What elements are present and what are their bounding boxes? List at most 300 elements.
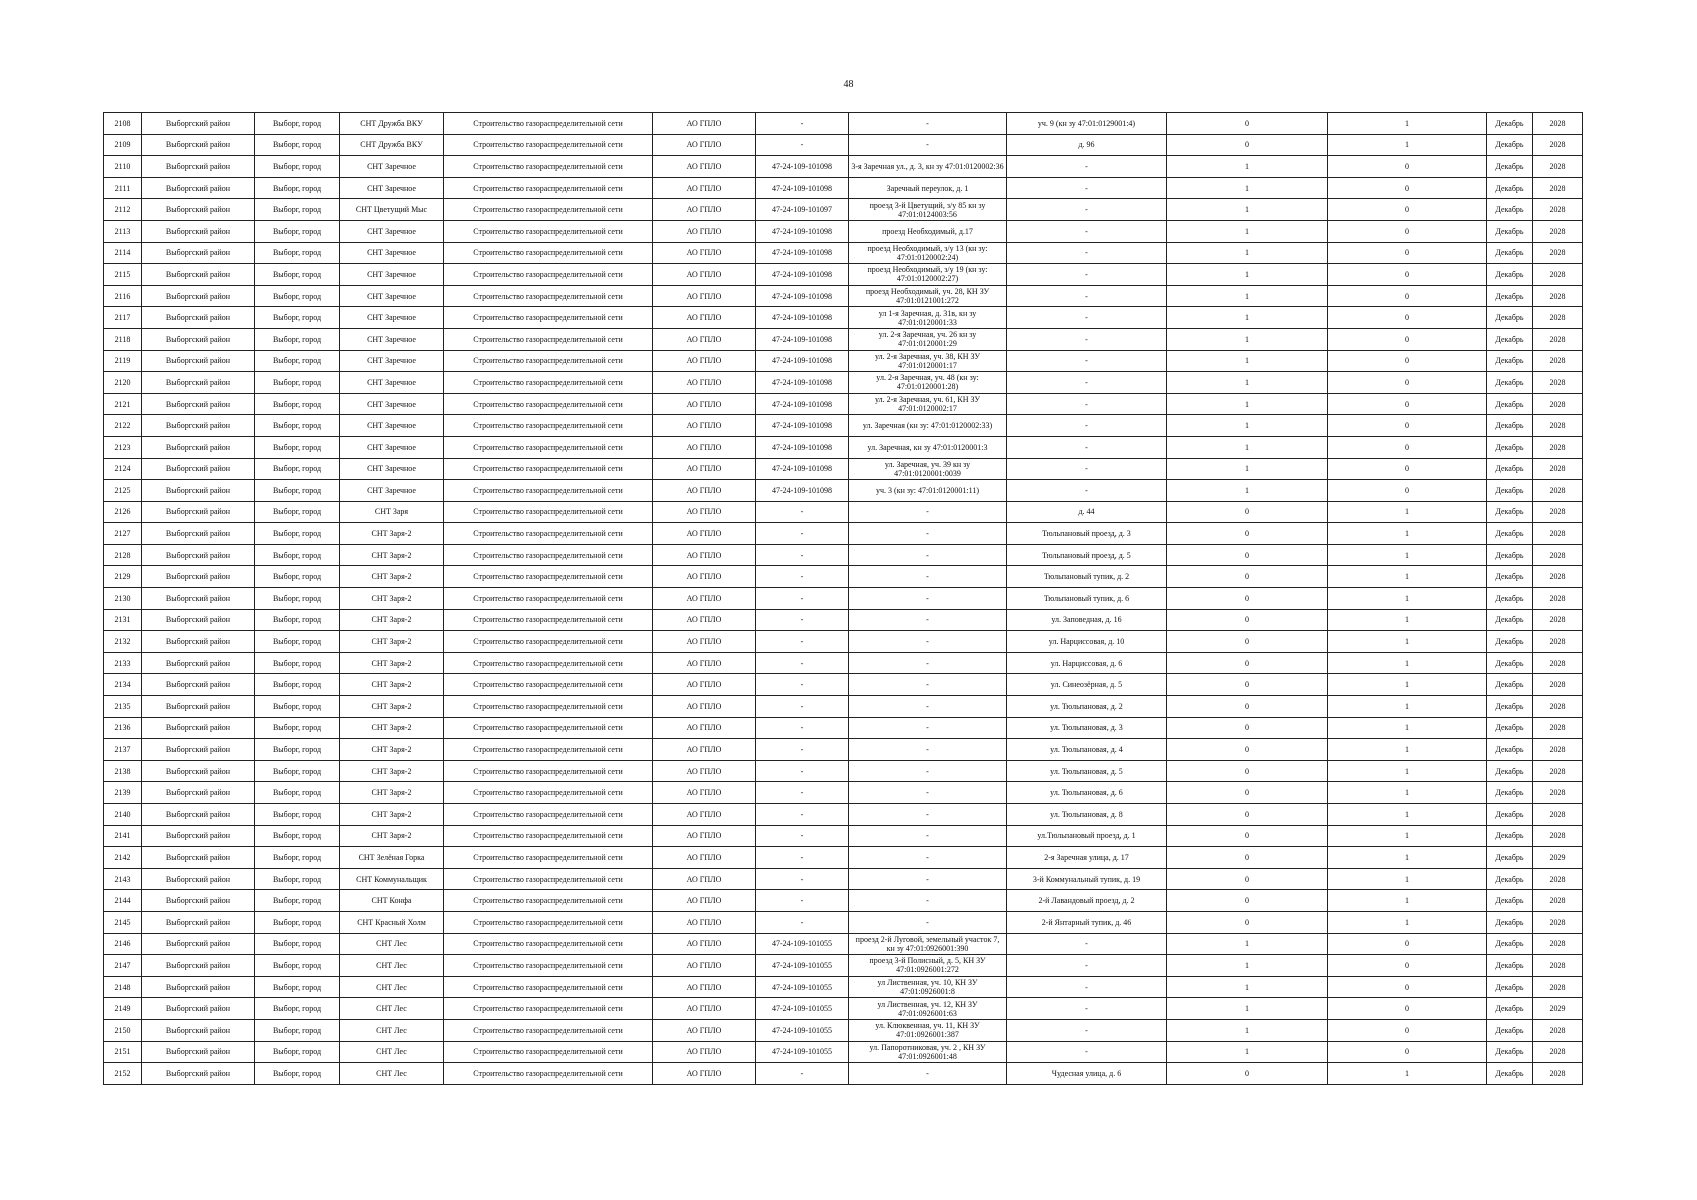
cell-operator: АО ГПЛО [653,976,756,998]
table-row [104,847,1583,869]
cell-object-code: - [756,609,849,631]
cell-count-b: 0 [1328,177,1487,199]
cell-count-a: 0 [1167,113,1328,135]
cell-work-type: Строительство газораспределительной сети [444,544,653,566]
cell-settlement: Выборг, город [255,350,340,372]
cell-count-b: 0 [1328,415,1487,437]
cell-district: Выборгский район [142,544,255,566]
cell-month: Декабрь [1487,955,1533,977]
cell-year: 2028 [1533,868,1583,890]
cell-address-b: - [1007,242,1167,264]
cell-settlement: Выборг, город [255,760,340,782]
cell-count-a: 0 [1167,825,1328,847]
cell-address-a: 3-я Заречная ул., д. 3, кн зу 47:01:0120002:36 [849,156,1007,178]
cell-month: Декабрь [1487,652,1533,674]
cell-object-code: - [756,134,849,156]
cell-object-code: 47-24-109-101098 [756,264,849,286]
cell-address-b: - [1007,458,1167,480]
cell-object-code: 47-24-109-101055 [756,955,849,977]
cell-district: Выборгский район [142,933,255,955]
cell-count-b: 1 [1328,609,1487,631]
cell-district: Выборгский район [142,350,255,372]
cell-count-b: 1 [1328,890,1487,912]
cell-row-number: 2122 [104,415,142,437]
cell-count-a: 0 [1167,674,1328,696]
cell-month: Декабрь [1487,782,1533,804]
cell-address-b: - [1007,933,1167,955]
cell-object-code: 47-24-109-101055 [756,998,849,1020]
cell-count-a: 1 [1167,285,1328,307]
cell-address-a: проезд Необходимый, з/у 13 (кн зу: 47:01:0120002:24) [849,242,1007,264]
cell-count-b: 1 [1328,1063,1487,1085]
cell-object-code: - [756,501,849,523]
cell-year: 2028 [1533,760,1583,782]
cell-row-number: 2114 [104,242,142,264]
cell-year: 2028 [1533,177,1583,199]
cell-row-number: 2135 [104,696,142,718]
cell-year: 2028 [1533,415,1583,437]
cell-snt-name: СНТ Лес [340,998,444,1020]
cell-operator: АО ГПЛО [653,652,756,674]
cell-month: Декабрь [1487,804,1533,826]
cell-snt-name: СНТ Заря-2 [340,523,444,545]
cell-work-type: Строительство газораспределительной сети [444,264,653,286]
cell-district: Выборгский район [142,113,255,135]
table-row [104,393,1583,415]
cell-year: 2028 [1533,523,1583,545]
cell-object-code: - [756,717,849,739]
cell-count-b: 0 [1328,998,1487,1020]
cell-address-b: ул. Тюльпановая, д. 5 [1007,760,1167,782]
cell-object-code: - [756,868,849,890]
cell-district: Выборгский район [142,480,255,502]
cell-snt-name: СНТ Цветущий Мыс [340,199,444,221]
cell-count-b: 1 [1328,760,1487,782]
table-row [104,1019,1583,1041]
cell-address-a: ул. 2-я Заречная, уч. 26 кн зу 47:01:0120001:29 [849,328,1007,350]
cell-month: Декабрь [1487,933,1533,955]
cell-month: Декабрь [1487,1041,1533,1063]
cell-settlement: Выборг, город [255,804,340,826]
cell-district: Выборгский район [142,760,255,782]
cell-year: 2028 [1533,717,1583,739]
cell-address-b: - [1007,998,1167,1020]
cell-operator: АО ГПЛО [653,113,756,135]
cell-row-number: 2132 [104,631,142,653]
cell-operator: АО ГПЛО [653,911,756,933]
cell-month: Декабрь [1487,242,1533,264]
cell-count-a: 0 [1167,739,1328,761]
cell-snt-name: СНТ Заря-2 [340,760,444,782]
cell-operator: АО ГПЛО [653,372,756,394]
cell-year: 2028 [1533,782,1583,804]
cell-address-a: - [849,847,1007,869]
cell-snt-name: СНТ Лес [340,933,444,955]
cell-month: Декабрь [1487,739,1533,761]
cell-month: Декабрь [1487,998,1533,1020]
table-row [104,177,1583,199]
cell-row-number: 2110 [104,156,142,178]
cell-operator: АО ГПЛО [653,998,756,1020]
cell-count-a: 0 [1167,544,1328,566]
cell-settlement: Выборг, город [255,631,340,653]
cell-month: Декабрь [1487,501,1533,523]
cell-month: Декабрь [1487,1019,1533,1041]
cell-month: Декабрь [1487,328,1533,350]
cell-object-code: - [756,113,849,135]
cell-month: Декабрь [1487,199,1533,221]
cell-work-type: Строительство газораспределительной сети [444,652,653,674]
table-row [104,782,1583,804]
table-row [104,220,1583,242]
cell-count-b: 1 [1328,847,1487,869]
cell-row-number: 2139 [104,782,142,804]
cell-snt-name: СНТ Заречное [340,350,444,372]
cell-month: Декабрь [1487,976,1533,998]
cell-count-a: 0 [1167,804,1328,826]
cell-district: Выборгский район [142,393,255,415]
cell-year: 2028 [1533,911,1583,933]
cell-address-a: ул. Заречная (кн зу: 47:01:0120002:33) [849,415,1007,437]
cell-count-a: 0 [1167,1063,1328,1085]
cell-settlement: Выборг, город [255,609,340,631]
cell-address-b: ул. Тюльпановая, д. 3 [1007,717,1167,739]
cell-address-a: проезд Необходимый, з/у 19 (кн зу: 47:01:0120002:27) [849,264,1007,286]
cell-month: Декабрь [1487,911,1533,933]
cell-operator: АО ГПЛО [653,307,756,329]
cell-row-number: 2129 [104,566,142,588]
table-row [104,113,1583,135]
cell-address-a: - [849,739,1007,761]
cell-month: Декабрь [1487,285,1533,307]
cell-object-code: - [756,890,849,912]
cell-district: Выборгский район [142,156,255,178]
cell-work-type: Строительство газораспределительной сети [444,911,653,933]
cell-row-number: 2121 [104,393,142,415]
cell-work-type: Строительство газораспределительной сети [444,242,653,264]
cell-count-a: 1 [1167,955,1328,977]
cell-work-type: Строительство газораспределительной сети [444,1041,653,1063]
cell-count-b: 0 [1328,350,1487,372]
cell-settlement: Выборг, город [255,199,340,221]
cell-work-type: Строительство газораспределительной сети [444,199,653,221]
cell-row-number: 2117 [104,307,142,329]
cell-count-a: 1 [1167,480,1328,502]
cell-month: Декабрь [1487,264,1533,286]
cell-count-b: 0 [1328,933,1487,955]
cell-settlement: Выборг, город [255,544,340,566]
cell-count-b: 0 [1328,372,1487,394]
cell-count-a: 0 [1167,890,1328,912]
cell-year: 2028 [1533,199,1583,221]
cell-row-number: 2116 [104,285,142,307]
cell-year: 2028 [1533,955,1583,977]
cell-work-type: Строительство газораспределительной сети [444,436,653,458]
cell-district: Выборгский район [142,458,255,480]
cell-address-a: проезд 2-й Луговой, земельный участок 7, кн зу 47:01:0926001:390 [849,933,1007,955]
cell-count-b: 1 [1328,739,1487,761]
cell-settlement: Выборг, город [255,911,340,933]
cell-address-a: - [849,782,1007,804]
cell-count-b: 1 [1328,911,1487,933]
cell-count-a: 1 [1167,933,1328,955]
table-row [104,696,1583,718]
cell-year: 2028 [1533,393,1583,415]
cell-count-b: 1 [1328,674,1487,696]
cell-count-a: 1 [1167,307,1328,329]
cell-count-a: 1 [1167,350,1328,372]
cell-count-a: 1 [1167,436,1328,458]
cell-address-b: - [1007,220,1167,242]
cell-object-code: - [756,674,849,696]
cell-year: 2028 [1533,1063,1583,1085]
table-row [104,544,1583,566]
cell-row-number: 2123 [104,436,142,458]
cell-operator: АО ГПЛО [653,501,756,523]
cell-month: Декабрь [1487,307,1533,329]
cell-snt-name: СНТ Лес [340,1019,444,1041]
cell-count-a: 1 [1167,264,1328,286]
cell-district: Выборгский район [142,890,255,912]
cell-settlement: Выборг, город [255,436,340,458]
cell-snt-name: СНТ Лес [340,1041,444,1063]
cell-district: Выборгский район [142,674,255,696]
table-row [104,480,1583,502]
cell-district: Выборгский район [142,825,255,847]
cell-address-b: Тюльпановый тупик, д. 2 [1007,566,1167,588]
cell-count-a: 0 [1167,847,1328,869]
cell-address-a: Заречный переулок, д. 1 [849,177,1007,199]
cell-address-a: - [849,566,1007,588]
cell-address-a: ул. Заречная, кн зу 47:01:0120001:3 [849,436,1007,458]
cell-year: 2028 [1533,631,1583,653]
cell-operator: АО ГПЛО [653,1041,756,1063]
cell-operator: АО ГПЛО [653,782,756,804]
cell-address-a: - [849,674,1007,696]
cell-snt-name: СНТ Заря-2 [340,717,444,739]
cell-snt-name: СНТ Коммунальщик [340,868,444,890]
cell-year: 2029 [1533,847,1583,869]
cell-operator: АО ГПЛО [653,739,756,761]
cell-year: 2028 [1533,1041,1583,1063]
cell-count-b: 1 [1328,544,1487,566]
cell-address-a: - [849,652,1007,674]
table-body [104,113,1583,1085]
cell-count-a: 1 [1167,328,1328,350]
cell-count-a: 1 [1167,1019,1328,1041]
table-row [104,307,1583,329]
cell-work-type: Строительство газораспределительной сети [444,804,653,826]
cell-count-a: 1 [1167,976,1328,998]
cell-count-a: 0 [1167,609,1328,631]
cell-count-a: 0 [1167,652,1328,674]
cell-work-type: Строительство газораспределительной сети [444,307,653,329]
cell-district: Выборгский район [142,285,255,307]
cell-object-code: 47-24-109-101098 [756,328,849,350]
cell-object-code: - [756,760,849,782]
cell-address-b: ул. Тюльпановая, д. 8 [1007,804,1167,826]
cell-address-a: - [849,696,1007,718]
cell-month: Декабрь [1487,696,1533,718]
cell-row-number: 2131 [104,609,142,631]
cell-month: Декабрь [1487,609,1533,631]
cell-snt-name: СНТ Заря-2 [340,631,444,653]
cell-district: Выборгский район [142,177,255,199]
table-row [104,631,1583,653]
cell-object-code: - [756,588,849,610]
cell-address-a: - [849,717,1007,739]
cell-work-type: Строительство газораспределительной сети [444,933,653,955]
table-row [104,350,1583,372]
cell-address-b: ул. Тюльпановая, д. 6 [1007,782,1167,804]
cell-count-a: 1 [1167,242,1328,264]
cell-address-a: - [849,1063,1007,1085]
cell-address-a: проезд Необходимый, уч. 28, КН ЗУ 47:01:0121001:272 [849,285,1007,307]
cell-snt-name: СНТ Дружба ВКУ [340,113,444,135]
table-row [104,998,1583,1020]
cell-work-type: Строительство газораспределительной сети [444,760,653,782]
cell-count-a: 0 [1167,134,1328,156]
cell-count-b: 0 [1328,328,1487,350]
cell-object-code: - [756,847,849,869]
cell-snt-name: СНТ Заречное [340,393,444,415]
cell-year: 2028 [1533,328,1583,350]
cell-year: 2028 [1533,588,1583,610]
cell-object-code: - [756,739,849,761]
cell-district: Выборгский район [142,1041,255,1063]
cell-address-a: ул. 2-я Заречная, уч. 48 (кн зу: 47:01:0120001:28) [849,372,1007,394]
cell-district: Выборгский район [142,955,255,977]
cell-snt-name: СНТ Заря-2 [340,825,444,847]
cell-address-a: ул. Клюквенная, уч. 11, КН ЗУ 47:01:0926001:387 [849,1019,1007,1041]
cell-settlement: Выборг, город [255,955,340,977]
cell-operator: АО ГПЛО [653,177,756,199]
cell-snt-name: СНТ Заречное [340,328,444,350]
cell-count-b: 0 [1328,156,1487,178]
cell-district: Выборгский район [142,1019,255,1041]
cell-settlement: Выборг, город [255,156,340,178]
cell-operator: АО ГПЛО [653,890,756,912]
cell-year: 2028 [1533,652,1583,674]
cell-address-a: ул Лиственная, уч. 10, КН ЗУ 47:01:0926001:8 [849,976,1007,998]
cell-count-b: 0 [1328,285,1487,307]
cell-address-a: - [849,890,1007,912]
cell-address-a: ул. Заречная, уч. 39 кн зу 47:01:0120001:0039 [849,458,1007,480]
cell-object-code: 47-24-109-101055 [756,1019,849,1041]
cell-count-a: 1 [1167,372,1328,394]
cell-row-number: 2146 [104,933,142,955]
cell-address-a: - [849,609,1007,631]
cell-settlement: Выборг, город [255,674,340,696]
cell-settlement: Выборг, город [255,523,340,545]
cell-work-type: Строительство газораспределительной сети [444,609,653,631]
cell-address-b: уч. 9 (кн зу 47:01:0129001:4) [1007,113,1167,135]
cell-district: Выборгский район [142,436,255,458]
cell-work-type: Строительство газораспределительной сети [444,868,653,890]
table-row [104,955,1583,977]
cell-operator: АО ГПЛО [653,199,756,221]
cell-row-number: 2113 [104,220,142,242]
cell-operator: АО ГПЛО [653,156,756,178]
cell-count-b: 1 [1328,804,1487,826]
cell-address-b: - [1007,955,1167,977]
cell-work-type: Строительство газораспределительной сети [444,890,653,912]
cell-count-b: 1 [1328,652,1487,674]
cell-operator: АО ГПЛО [653,955,756,977]
cell-settlement: Выборг, город [255,998,340,1020]
cell-address-b: - [1007,307,1167,329]
cell-row-number: 2133 [104,652,142,674]
cell-work-type: Строительство газораспределительной сети [444,177,653,199]
cell-object-code: 47-24-109-101055 [756,1041,849,1063]
cell-row-number: 2130 [104,588,142,610]
cell-month: Декабрь [1487,458,1533,480]
cell-month: Декабрь [1487,588,1533,610]
cell-work-type: Строительство газораспределительной сети [444,588,653,610]
cell-year: 2028 [1533,501,1583,523]
cell-address-a: - [849,825,1007,847]
cell-address-b: - [1007,976,1167,998]
cell-object-code: 47-24-109-101098 [756,458,849,480]
cell-count-b: 0 [1328,199,1487,221]
cell-count-a: 1 [1167,199,1328,221]
cell-month: Декабрь [1487,393,1533,415]
cell-settlement: Выборг, город [255,976,340,998]
cell-count-a: 1 [1167,220,1328,242]
cell-address-b: Чудесная улица, д. 6 [1007,1063,1167,1085]
cell-object-code: - [756,631,849,653]
cell-district: Выборгский район [142,372,255,394]
cell-settlement: Выборг, город [255,328,340,350]
cell-year: 2028 [1533,566,1583,588]
cell-month: Декабрь [1487,156,1533,178]
cell-address-a: - [849,588,1007,610]
cell-object-code: 47-24-109-101055 [756,933,849,955]
cell-row-number: 2149 [104,998,142,1020]
cell-year: 2028 [1533,544,1583,566]
cell-settlement: Выборг, город [255,285,340,307]
cell-work-type: Строительство газораспределительной сети [444,566,653,588]
cell-object-code: - [756,825,849,847]
cell-snt-name: СНТ Заречное [340,220,444,242]
cell-snt-name: СНТ Заречное [340,264,444,286]
table-row [104,566,1583,588]
cell-count-a: 0 [1167,868,1328,890]
cell-row-number: 2147 [104,955,142,977]
gasification-table [103,112,1583,1085]
cell-row-number: 2128 [104,544,142,566]
cell-year: 2028 [1533,739,1583,761]
cell-work-type: Строительство газораспределительной сети [444,523,653,545]
cell-address-b: - [1007,328,1167,350]
cell-settlement: Выборг, город [255,1019,340,1041]
cell-row-number: 2150 [104,1019,142,1041]
cell-object-code: - [756,1063,849,1085]
cell-district: Выборгский район [142,911,255,933]
table-row [104,436,1583,458]
cell-year: 2028 [1533,134,1583,156]
cell-district: Выборгский район [142,264,255,286]
cell-month: Декабрь [1487,674,1533,696]
cell-operator: АО ГПЛО [653,588,756,610]
cell-work-type: Строительство газораспределительной сети [444,480,653,502]
cell-count-a: 1 [1167,458,1328,480]
cell-row-number: 2152 [104,1063,142,1085]
cell-address-b: Тюльпановый проезд, д. 5 [1007,544,1167,566]
cell-object-code: 47-24-109-101098 [756,350,849,372]
cell-year: 2028 [1533,372,1583,394]
cell-row-number: 2136 [104,717,142,739]
